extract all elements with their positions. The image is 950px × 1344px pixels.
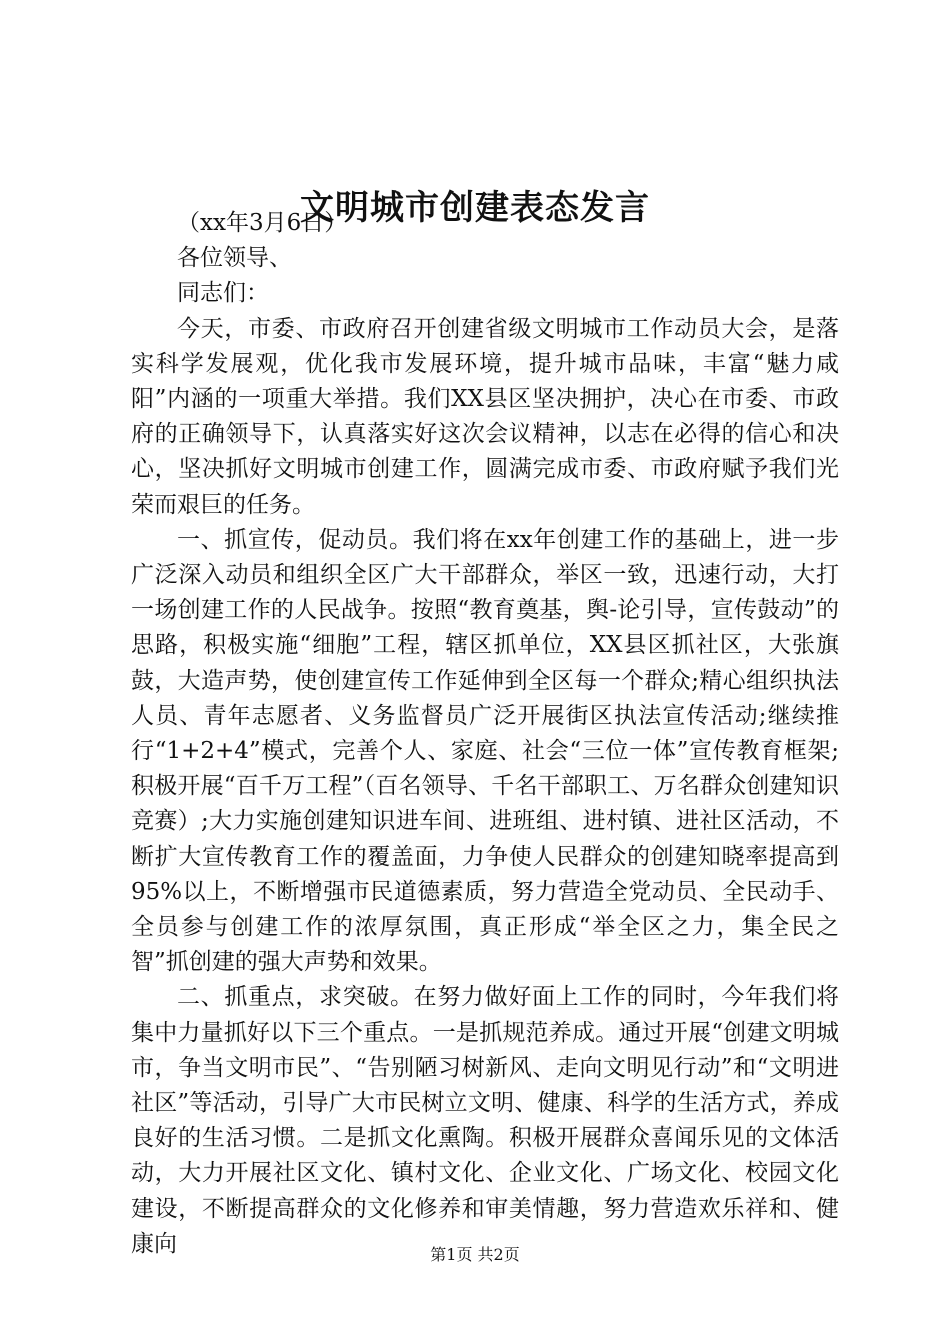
- salutation-leaders: 各位领导、: [177, 245, 292, 272]
- salutation-comrades: 同志们：: [177, 280, 269, 307]
- paragraph-section-1: 一、抓宣传，促动员。我们将在xx年创建工作的基础上，进一步广泛深入动员和组织全区广大干部群众，举区一致，迅速行动，大打一场创建工作的人民战争。按照“教育奠基，舆-论引导，宣传鼓动”的思路，积极实施“细胞”工程，辖区抓单位，XX县区抓社区，大张旗鼓，大造声势，使创建宣传工作延伸到全区每一个群众;精心组织执法人员、青年志愿者、义务监督员广泛开展街区执法宣传活动;继续推行“1+2+4”模式，完善个人、家庭、社会“三位一体”宣传教育框架;积极开展“百千万工程”（百名领导、千名干部职工、万名群众创建知识竞赛）;大力实施创建知识进车间、进班组、进村镇、进社区活动，不断扩大宣传教育工作的覆盖面，力争使人民群众的创建知晓率提高到95%以上，不断增强市民道德素质，努力营造全党动员、全民动手、全员参与创建工作的浓厚氛围，真正形成“举全区之力，集全民之智”抓创建的强大声势和效果。: [131, 526, 839, 976]
- paragraph-intro: 今天，市委、市政府召开创建省级文明城市工作动员大会，是落实科学发展观，优化我市发展环境，提升城市品味，丰富“魅力咸阳”内涵的一项重大举措。我们XX县区坚决拥护，决心在市委、市政府的正确领导下，认真落实好这次会议精神，以志在必得的信心和决心，坚决抓好文明城市创建工作，圆满完成市委、市政府赋予我们光荣而艰巨的任务。: [131, 315, 839, 518]
- page-number: 第1页 共2页: [430, 1245, 520, 1264]
- page-title: 文明城市创建表态发言: [300, 188, 650, 228]
- date-line: （xx年3月6日）: [177, 210, 348, 236]
- document-body: [131, 206, 839, 1262]
- paragraph-section-2: 二、抓重点，求突破。在努力做好面上工作的同时，今年我们将集中力量抓好以下三个重点。一是抓规范养成。通过开展“创建文明城市，争当文明市民”、“告别陋习树新风、走向文明见行动”和“文明进社区”等活动，引导广大市民树立文明、健康、科学的生活方式，养成良好的生活习惯。二是抓文化熏陶。积极开展群众喜闻乐见的文体活动，大力开展社区文化、镇村文化、企业文化、广场文化、校园文化建设，不断提高群众的文化修养和审美情趣，努力营造欢乐祥和、健康向: [131, 984, 839, 1257]
